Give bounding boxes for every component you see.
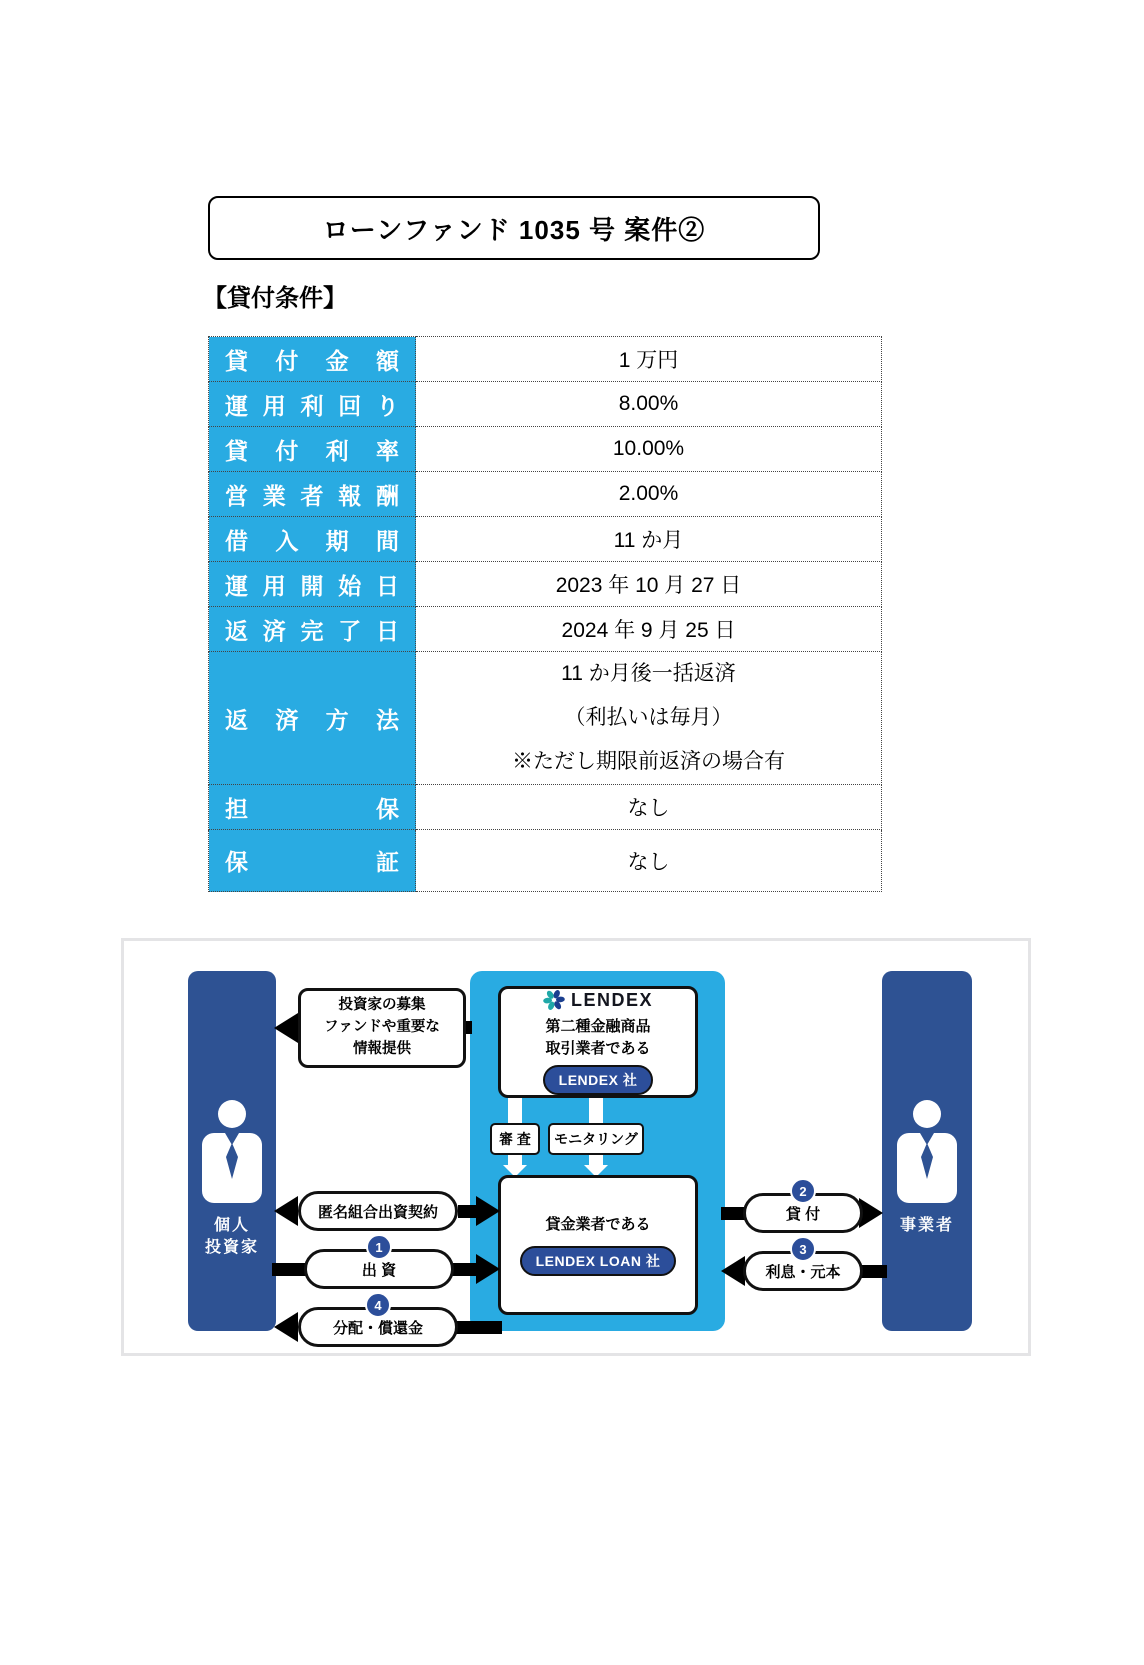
loan-conditions-table [208, 336, 882, 892]
condition-label: 保 証 [209, 830, 416, 892]
scheme-diagram [121, 938, 1031, 1356]
right-arrowhead-icon [476, 1196, 500, 1226]
investor-info-flow: 投資家の募集 ファンドや重要な 情報提供 [298, 988, 466, 1068]
loan-flow: 貸 付 [743, 1193, 863, 1233]
condition-value: 8.00% [416, 382, 882, 427]
fund-title: ローンファンド 1035 号 案件② [322, 214, 706, 245]
table-row [209, 337, 882, 382]
repayment-line: （利払いは毎月） [564, 706, 733, 729]
business-operator-box [882, 971, 972, 1331]
connector-bar [272, 1263, 308, 1276]
condition-label: 運 用 開 始 日 [209, 562, 416, 607]
table-row [209, 607, 882, 652]
lendex-pinwheel-icon [543, 989, 565, 1011]
condition-label: 貸 付 金 額 [209, 337, 416, 382]
lendex-loan-box [498, 1175, 698, 1315]
lendex-company-box [498, 986, 698, 1098]
table-row [209, 517, 882, 562]
lendex-loan-badge: LENDEX LOAN 社 [520, 1246, 677, 1276]
connector-bar [458, 1205, 478, 1218]
step-number-badge: 4 [365, 1292, 391, 1318]
investment-flow: 出 資 [304, 1249, 454, 1289]
condition-label: 返 済 方 法 [209, 652, 416, 785]
condition-label: 運 用 利 回 り [209, 382, 416, 427]
condition-value: なし [416, 785, 882, 830]
lendex-loan-description: 貸金業者である [545, 1216, 651, 1234]
repayment-line: ※ただし期限前返済の場合有 [512, 750, 785, 773]
condition-label: 貸 付 利 率 [209, 427, 416, 472]
person-icon [895, 1099, 959, 1203]
lendex-logo [543, 989, 653, 1011]
repayment-line: 11 か月後一括返済 [561, 662, 736, 685]
down-arrow [508, 1098, 522, 1123]
table-row [209, 427, 882, 472]
condition-label: 借 入 期 間 [209, 517, 416, 562]
distribution-flow: 分配・償還金 [298, 1307, 458, 1347]
left-arrowhead-icon [274, 1196, 298, 1226]
left-arrowhead-icon [274, 1312, 298, 1342]
condition-value: 10.00% [416, 427, 882, 472]
monitoring-box: モニタリング [548, 1123, 644, 1155]
condition-value: 2023 年 10 月 27 日 [416, 562, 882, 607]
left-arrowhead-icon [721, 1256, 745, 1286]
individual-investor-box [188, 971, 276, 1331]
person-icon [200, 1099, 264, 1203]
table-row [209, 652, 882, 785]
lendex-wordmark: LENDEX [570, 989, 653, 1010]
anonymous-partnership-flow: 匿名組合出資契約 [298, 1191, 458, 1231]
section-heading: 【貸付条件】 [203, 285, 347, 312]
screening-box: 審 査 [490, 1123, 540, 1155]
lendex-badge: LENDEX 社 [543, 1065, 654, 1095]
condition-label: 営 業 者 報 酬 [209, 472, 416, 517]
condition-value: 2024 年 9 月 25 日 [416, 607, 882, 652]
connector-bar [456, 1321, 502, 1334]
step-number-badge: 2 [790, 1178, 816, 1204]
lendex-description: 第二種金融商品 取引業者である [545, 1018, 651, 1057]
condition-value: 11 か月 [416, 517, 882, 562]
table-row [209, 785, 882, 830]
connector-bar [452, 1263, 478, 1276]
table-row [209, 562, 882, 607]
down-arrow [589, 1098, 603, 1123]
left-arrowhead-icon [274, 1013, 298, 1043]
table-row [209, 472, 882, 517]
condition-label: 担 保 [209, 785, 416, 830]
condition-label: 返 済 完 了 日 [209, 607, 416, 652]
table-row [209, 830, 882, 892]
individual-investor-label: 個人 投資家 [204, 1217, 259, 1256]
step-number-badge: 3 [790, 1236, 816, 1262]
fund-title-box [208, 196, 820, 260]
condition-value: 2.00% [416, 472, 882, 517]
condition-value: 1 万円 [416, 337, 882, 382]
connector-bar [861, 1265, 887, 1278]
step-number-badge: 1 [366, 1234, 392, 1260]
condition-value [416, 652, 882, 785]
right-arrowhead-icon [476, 1254, 500, 1284]
condition-value: なし [416, 830, 882, 892]
table-row [209, 382, 882, 427]
interest-principal-flow: 利息・元本 [743, 1251, 863, 1291]
business-operator-label: 事業者 [899, 1217, 954, 1234]
